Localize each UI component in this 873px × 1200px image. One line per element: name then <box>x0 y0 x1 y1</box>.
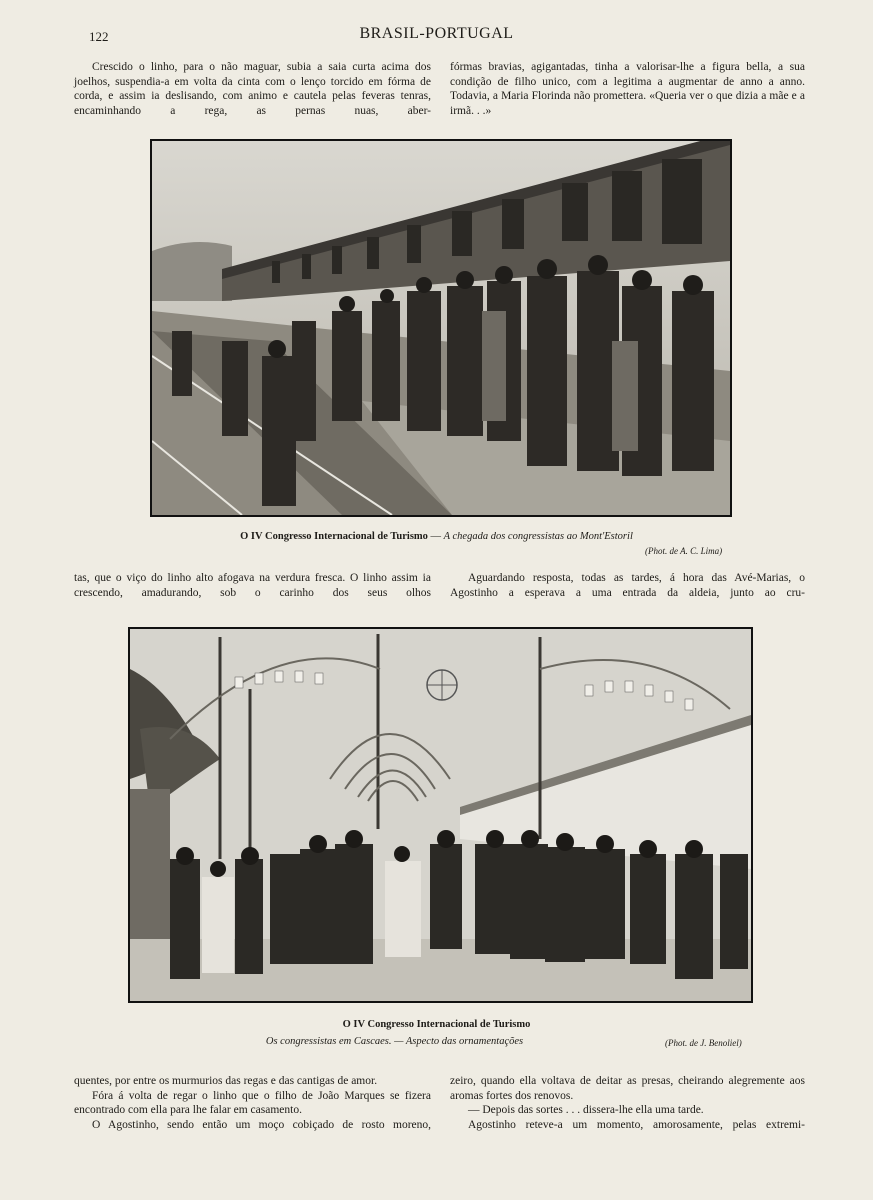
caption-title: O IV Congresso Internacional de Turismo <box>240 531 428 542</box>
paragraph: quentes, por entre os murmurios das regas e das cantigas de amor. <box>74 1075 378 1087</box>
photo-credit-2: (Phot. de J. Benoliel) <box>665 1038 742 1048</box>
figure-caption-1 <box>0 531 873 542</box>
caption-separator: — <box>427 531 444 542</box>
caption-subtitle: Os congressistas em Cascaes. — Aspecto das ornamentações <box>265 1036 524 1047</box>
text-column-top-left <box>74 60 431 118</box>
paragraph: Aguardando resposta, todas as tardes, á hora das Avé-Marias, o Agostinho a esperava a uma entrada da aldeia, junto ao cru- <box>450 572 805 599</box>
running-title: BRASIL-PORTUGAL <box>359 25 514 42</box>
photo-cascaes-ornaments <box>128 627 753 1003</box>
caption-subtitle: A chegada dos congressistas ao Mont'Estoril <box>443 531 633 542</box>
page-number: 122 <box>89 29 109 44</box>
text-column-mid-right <box>450 571 805 600</box>
text-column-bottom-right <box>450 1074 805 1132</box>
paragraph: Fóra á volta de regar o linho que o filho de João Marques se fizera encontrado com ella para lhe falar em casamento. <box>74 1089 431 1117</box>
train-arrival-illustration <box>152 141 730 515</box>
paragraph: tas, que o viço do linho alto afogava na verdura fresca. O linho assim ia crescendo, amadurando, sob o carinho dos seus olhos <box>74 572 431 599</box>
photo-credit-1: (Phot. de A. C. Lima) <box>645 546 723 556</box>
paragraph: Agostinho reteve-a um momento, amorosamente, pelas extremi- <box>468 1118 805 1131</box>
text-column-mid-left <box>74 571 431 600</box>
figure-caption-2-title <box>0 1019 873 1030</box>
caption-title: O IV Congresso Internacional de Turismo <box>342 1019 531 1030</box>
paragraph: O Agostinho, sendo então um moço cobiçado de rosto moreno, <box>92 1118 431 1131</box>
paragraph: Crescido o linho, para o não maguar, subia a saia curta acima dos joelhos, suspendia-a em volta da cinta com o lenço torcido em fórma de corda, e assim ia deslisando, com animo e cautela pelas feveras tenras, encaminhando a rega, as pernas nuas, aber- <box>74 61 431 117</box>
paragraph: zeiro, quando ella voltava de deitar as presas, cheirando alegremente aos aromas fortes dos renovos. <box>450 1075 805 1102</box>
paragraph: — Depois das sortes . . . dissera-lhe ella uma tarde. <box>468 1104 704 1117</box>
text-column-bottom-left <box>74 1074 431 1132</box>
text-column-top-right <box>450 60 805 118</box>
paragraph: fórmas bravias, agigantadas, tinha a valorisar-lhe a figura bella, a sua condição de filho unico, com a legitima a augmentar de anno a anno. Todavia, a Maria Florinda não promettera. «Queria ver o que dizia a mãe e a irmã. . .» <box>450 61 805 117</box>
cascaes-illustration <box>130 629 751 1001</box>
photo-train-arrival <box>150 139 732 517</box>
